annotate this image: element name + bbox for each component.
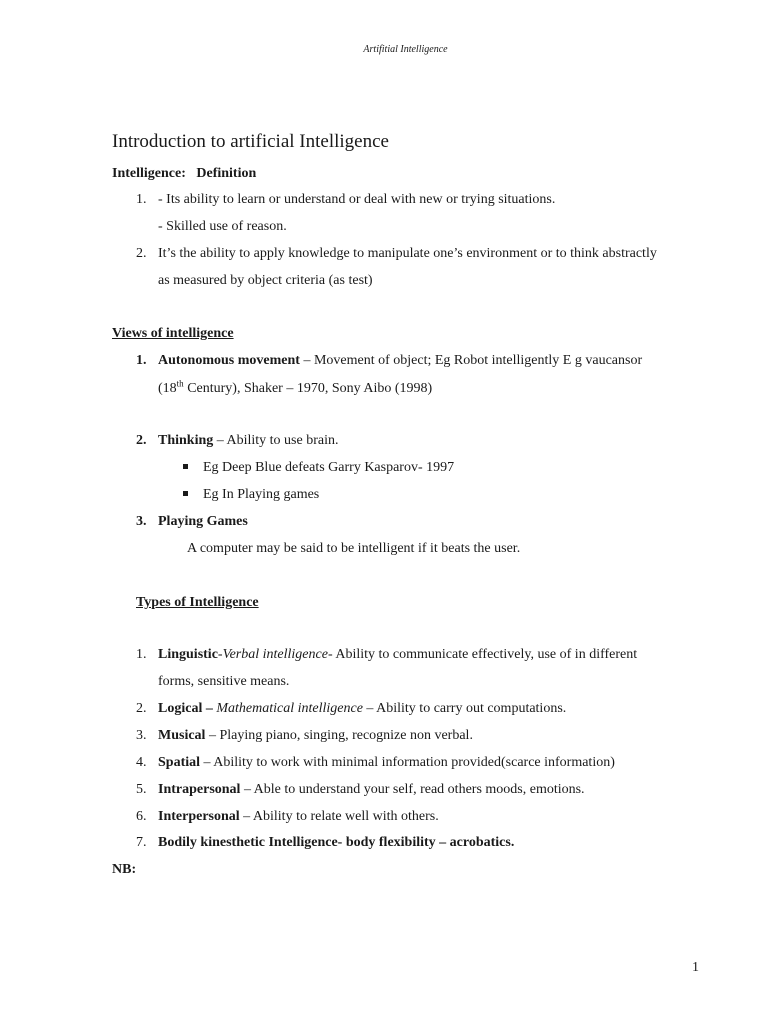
types-item-6-line bbox=[158, 808, 439, 826]
definition-label: Intelligence: bbox=[112, 166, 186, 181]
types-item-6-rest: – Ability to relate well with others. bbox=[239, 809, 439, 824]
definition-item-2-number: 2. bbox=[136, 246, 147, 261]
types-item-1-rest: - Ability to communicate effectively, use of in different bbox=[327, 647, 638, 662]
views-item-2-line bbox=[158, 432, 338, 450]
types-item-1-number: 1. bbox=[136, 647, 147, 662]
page-number: 1 bbox=[692, 960, 699, 975]
types-item-5-line bbox=[158, 781, 585, 799]
views-item-2-rest: – Ability to use brain. bbox=[213, 433, 339, 448]
types-item-3-number: 3. bbox=[136, 728, 147, 743]
types-item-1-bold: Linguistic bbox=[158, 647, 218, 662]
types-item-7-bold: Bodily kinesthetic Intelligence- body flexibility – acrobatics. bbox=[158, 835, 515, 850]
types-item-2-rest: – Ability to carry out computations. bbox=[362, 701, 567, 716]
types-item-4-bold: Spatial bbox=[158, 755, 201, 770]
types-item-2-bold: Logical – bbox=[158, 701, 213, 716]
types-item-1-line-1 bbox=[158, 646, 637, 664]
types-item-6-number: 6. bbox=[136, 809, 147, 824]
types-item-6-bold: Interpersonal bbox=[158, 809, 240, 824]
page-title: Introduction to artificial Intelligence bbox=[112, 131, 389, 152]
types-item-4-number: 4. bbox=[136, 755, 147, 770]
bullet-square-icon bbox=[183, 464, 188, 469]
definition-label2: Definition bbox=[196, 166, 257, 181]
views-item-1-line-2-post: Century), Shaker – 1970, Sony Aibo (1998) bbox=[183, 381, 433, 396]
types-item-3-line bbox=[158, 727, 473, 745]
definition-item-2-line-1: It’s the ability to apply knowledge to manipulate one’s environment or to think abstractly bbox=[158, 246, 657, 261]
types-item-3-bold: Musical bbox=[158, 728, 206, 743]
types-item-5-rest: – Able to understand your self, read others moods, emotions. bbox=[240, 782, 585, 797]
views-item-1-line-2 bbox=[158, 380, 432, 398]
types-item-1-italic: Verbal intelligence bbox=[222, 647, 328, 662]
types-item-1-line-2: forms, sensitive means. bbox=[158, 674, 290, 689]
definition-heading bbox=[112, 165, 256, 183]
types-item-1-sep: - bbox=[217, 647, 223, 662]
types-item-4-rest: – Ability to work with minimal information provided(scarce information) bbox=[200, 755, 615, 770]
views-item-1-line-2-pre: (18 bbox=[158, 381, 177, 396]
views-item-3-number: 3. bbox=[136, 514, 147, 529]
types-item-3-rest: – Playing piano, singing, recognize non verbal. bbox=[205, 728, 473, 743]
types-item-5-bold: Intrapersonal bbox=[158, 782, 241, 797]
views-item-2-bullet-1: Eg Deep Blue defeats Garry Kasparov- 1997 bbox=[203, 460, 455, 475]
types-item-2-line bbox=[158, 700, 566, 718]
views-item-3-bold: Playing Games bbox=[158, 514, 248, 529]
bullet-square-icon bbox=[183, 491, 188, 496]
definition-item-1-line-2: - Skilled use of reason. bbox=[158, 219, 287, 234]
types-heading: Types of Intelligence bbox=[136, 595, 259, 610]
definition-item-1-line-1: - Its ability to learn or understand or deal with new or trying situations. bbox=[158, 192, 556, 207]
types-item-5-number: 5. bbox=[136, 782, 147, 797]
definition-item-2-line-2: as measured by object criteria (as test) bbox=[158, 273, 373, 288]
types-item-2-number: 2. bbox=[136, 701, 147, 716]
views-item-1-rest: – Movement of object; Eg Robot intelligently E g vaucansor bbox=[299, 353, 643, 368]
views-heading: Views of intelligence bbox=[112, 326, 234, 341]
views-item-2-bullet-2: Eg In Playing games bbox=[203, 487, 320, 502]
types-item-7-number: 7. bbox=[136, 835, 147, 850]
views-item-3-description: A computer may be said to be intelligent if it beats the user. bbox=[187, 541, 521, 556]
views-item-2-bold: Thinking bbox=[158, 433, 214, 448]
nb-label: NB: bbox=[112, 862, 137, 877]
views-item-1-line-1 bbox=[158, 352, 642, 370]
views-item-2-number: 2. bbox=[136, 433, 147, 448]
running-header: Artifitial Intelligence bbox=[363, 44, 448, 55]
types-item-2-italic: Mathematical intelligence bbox=[216, 701, 363, 716]
views-item-1-number: 1. bbox=[136, 353, 147, 368]
views-item-1-bold: Autonomous movement bbox=[158, 353, 300, 368]
definition-item-1-number: 1. bbox=[136, 192, 147, 207]
types-item-4-line bbox=[158, 754, 615, 772]
views-item-1-superscript: th bbox=[176, 378, 184, 389]
